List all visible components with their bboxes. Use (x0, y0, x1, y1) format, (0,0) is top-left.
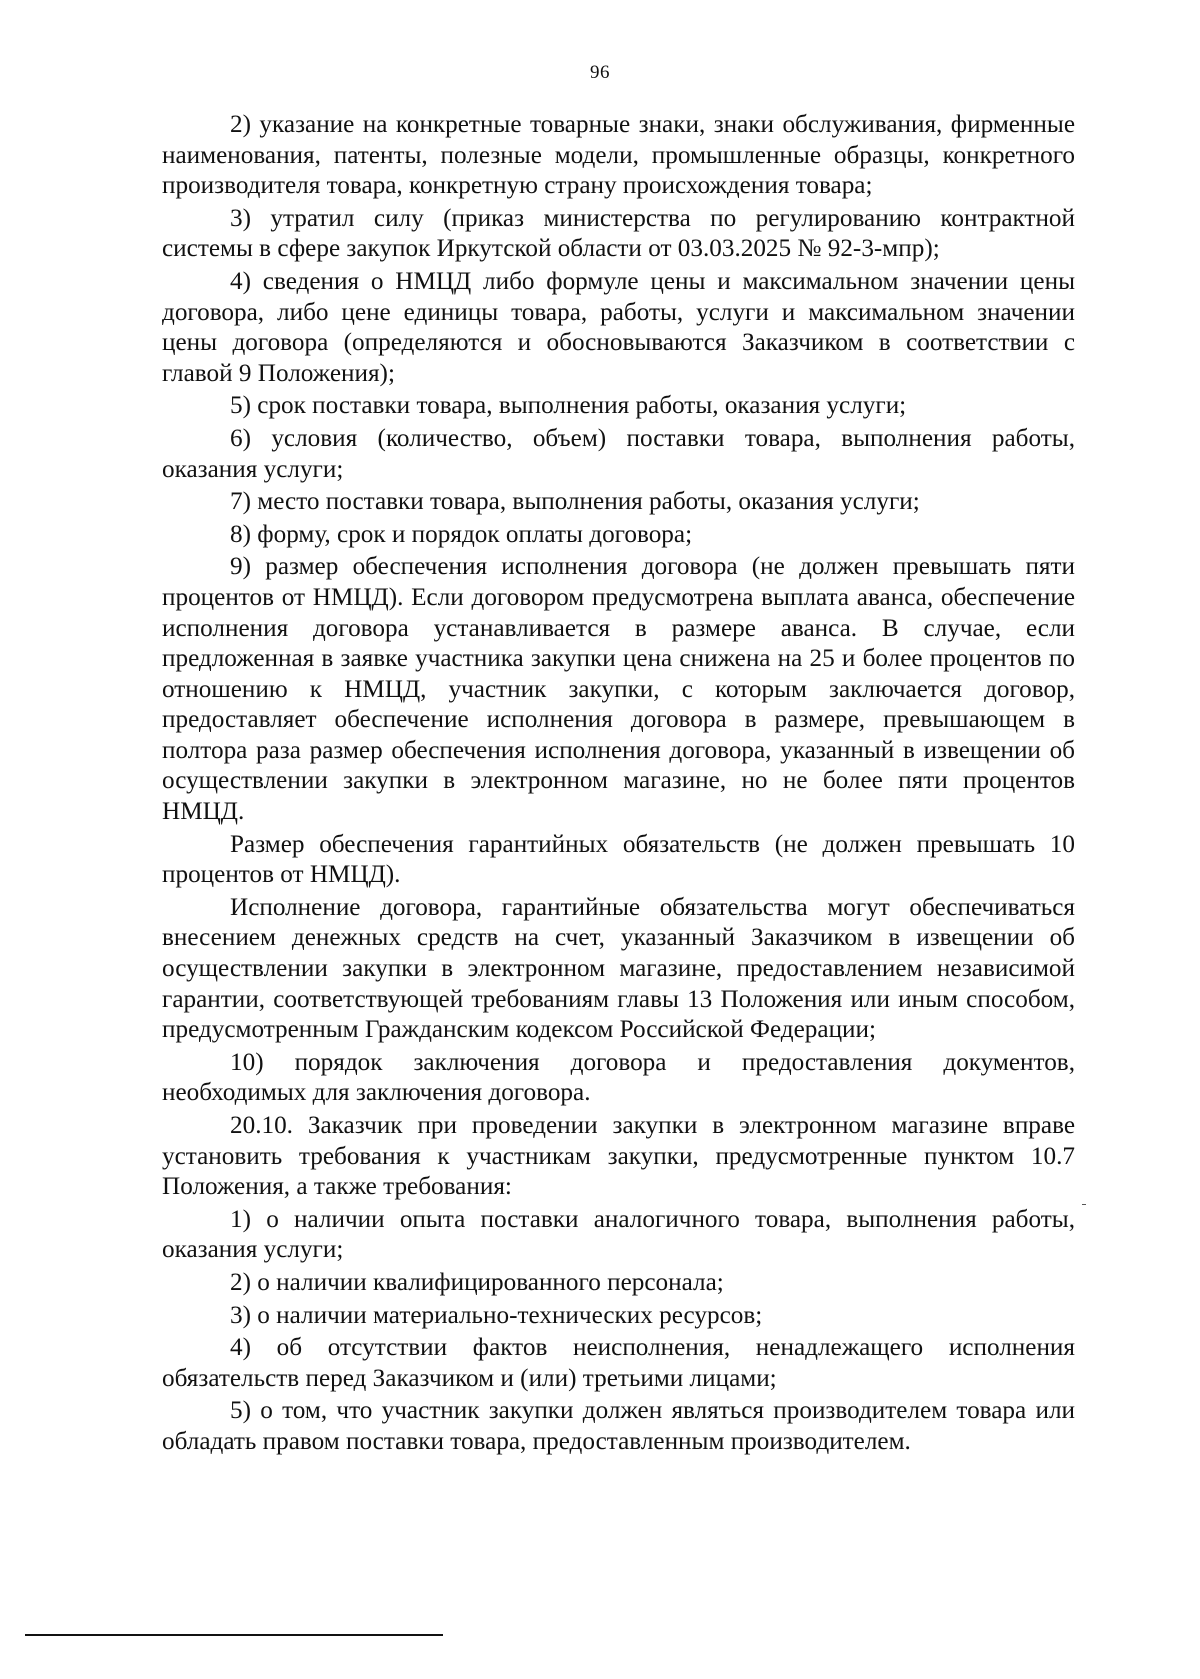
paragraph-item-9-performance-security: 9) размер обеспечения исполнения договора (не должен превышать пяти процентов от НМЦД). Если договором предусмотрена выплата аванса, обеспечение исполнения договора устанавливается в размере аванса. В случае, если предложенная в заявке участника закупки цена снижена на 25 и более процентов по отношению к НМЦД, участник закупки, с которым заключается договор, предоставляет обеспечение исполнения договора в размере, превышающем в полтора раза размер обеспечения исполнения договора, указанный в извещении об осуществлении закупки в электронном магазине, но не более пяти процентов НМЦД. (162, 553, 1075, 826)
paragraph-item-2-trademarks: 2) указание на конкретные товарные знаки, знаки обслуживания, фирменные наименования, патенты, полезные модели, промышленные образцы, конкретного производителя товара, конкретную страну происхождения товара; (162, 111, 1075, 200)
paragraph-requirement-3-resources: 3) о наличии материально-технических ресурсов; (230, 1301, 763, 1329)
paragraph-item-7-delivery-place: 7) место поставки товара, выполнения работы, оказания услуги; (230, 488, 920, 516)
footnote-divider (25, 1634, 443, 1636)
paragraph-warranty-security: Размер обеспечения гарантийных обязательств (не должен превышать 10 процентов от НМЦД). (162, 830, 1075, 889)
paragraph-item-3-repealed: 3) утратил силу (приказ министерства по регулированию контрактной системы в сфере закупок Иркутской области от 03.03.2025 № 92-3-мпр); (162, 204, 1075, 263)
paragraph-requirement-1-experience: 1) о наличии опыта поставки аналогичного товара, выполнения работы, оказания услуги; (162, 1205, 1075, 1264)
paragraph-requirement-5-manufacturer: 5) о том, что участник закупки должен являться производителем товара или обладать правом поставки товара, предоставленным производителем. (162, 1397, 1075, 1455)
paragraph-clause-20-10: 20.10. Заказчик при проведении закупки в электронном магазине вправе установить требования к участникам закупки, предусмотренные пунктом 10.7 Положения, а также требования: (162, 1112, 1075, 1201)
paragraph-requirement-4-no-defaults: 4) об отсутствии фактов неисполнения, ненадлежащего исполнения обязательств перед Заказчиком и (или) третьими лицами; (162, 1334, 1075, 1392)
document-body (162, 110, 1075, 1458)
scan-edge-mark (1082, 1204, 1086, 1205)
paragraph-item-8-payment: 8) форму, срок и порядок оплаты договора; (230, 520, 693, 548)
paragraph-item-5-delivery-term: 5) срок поставки товара, выполнения работы, оказания услуги; (230, 392, 907, 420)
paragraph-security-methods: Исполнение договора, гарантийные обязательства могут обеспечиваться внесением денежных средств на счет, указанный Заказчиком в извещении об осуществлении закупки в электронном магазине, предоставлением независимой гарантии, соответствующей требованиям главы 13 Положения или иным способом, предусмотренным Гражданским кодексом Российской Федерации; (162, 893, 1075, 1044)
paragraph-item-10-contract-conclusion: 10) порядок заключения договора и предоставления документов, необходимых для заключения договора. (162, 1048, 1075, 1107)
page-number: 96 (590, 62, 610, 83)
paragraph-item-6-delivery-conditions: 6) условия (количество, объем) поставки товара, выполнения работы, оказания услуги; (162, 424, 1075, 483)
paragraph-requirement-2-personnel: 2) о наличии квалифицированного персонала; (230, 1268, 724, 1296)
paragraph-item-4-contract-price: 4) сведения о НМЦД либо формуле цены и максимальном значении цены договора, либо цене единицы товара, работы, услуги и максимальном значении цены договора (определяются и обосновываются Заказчиком в соответствии с главой 9 Положения); (162, 267, 1075, 387)
